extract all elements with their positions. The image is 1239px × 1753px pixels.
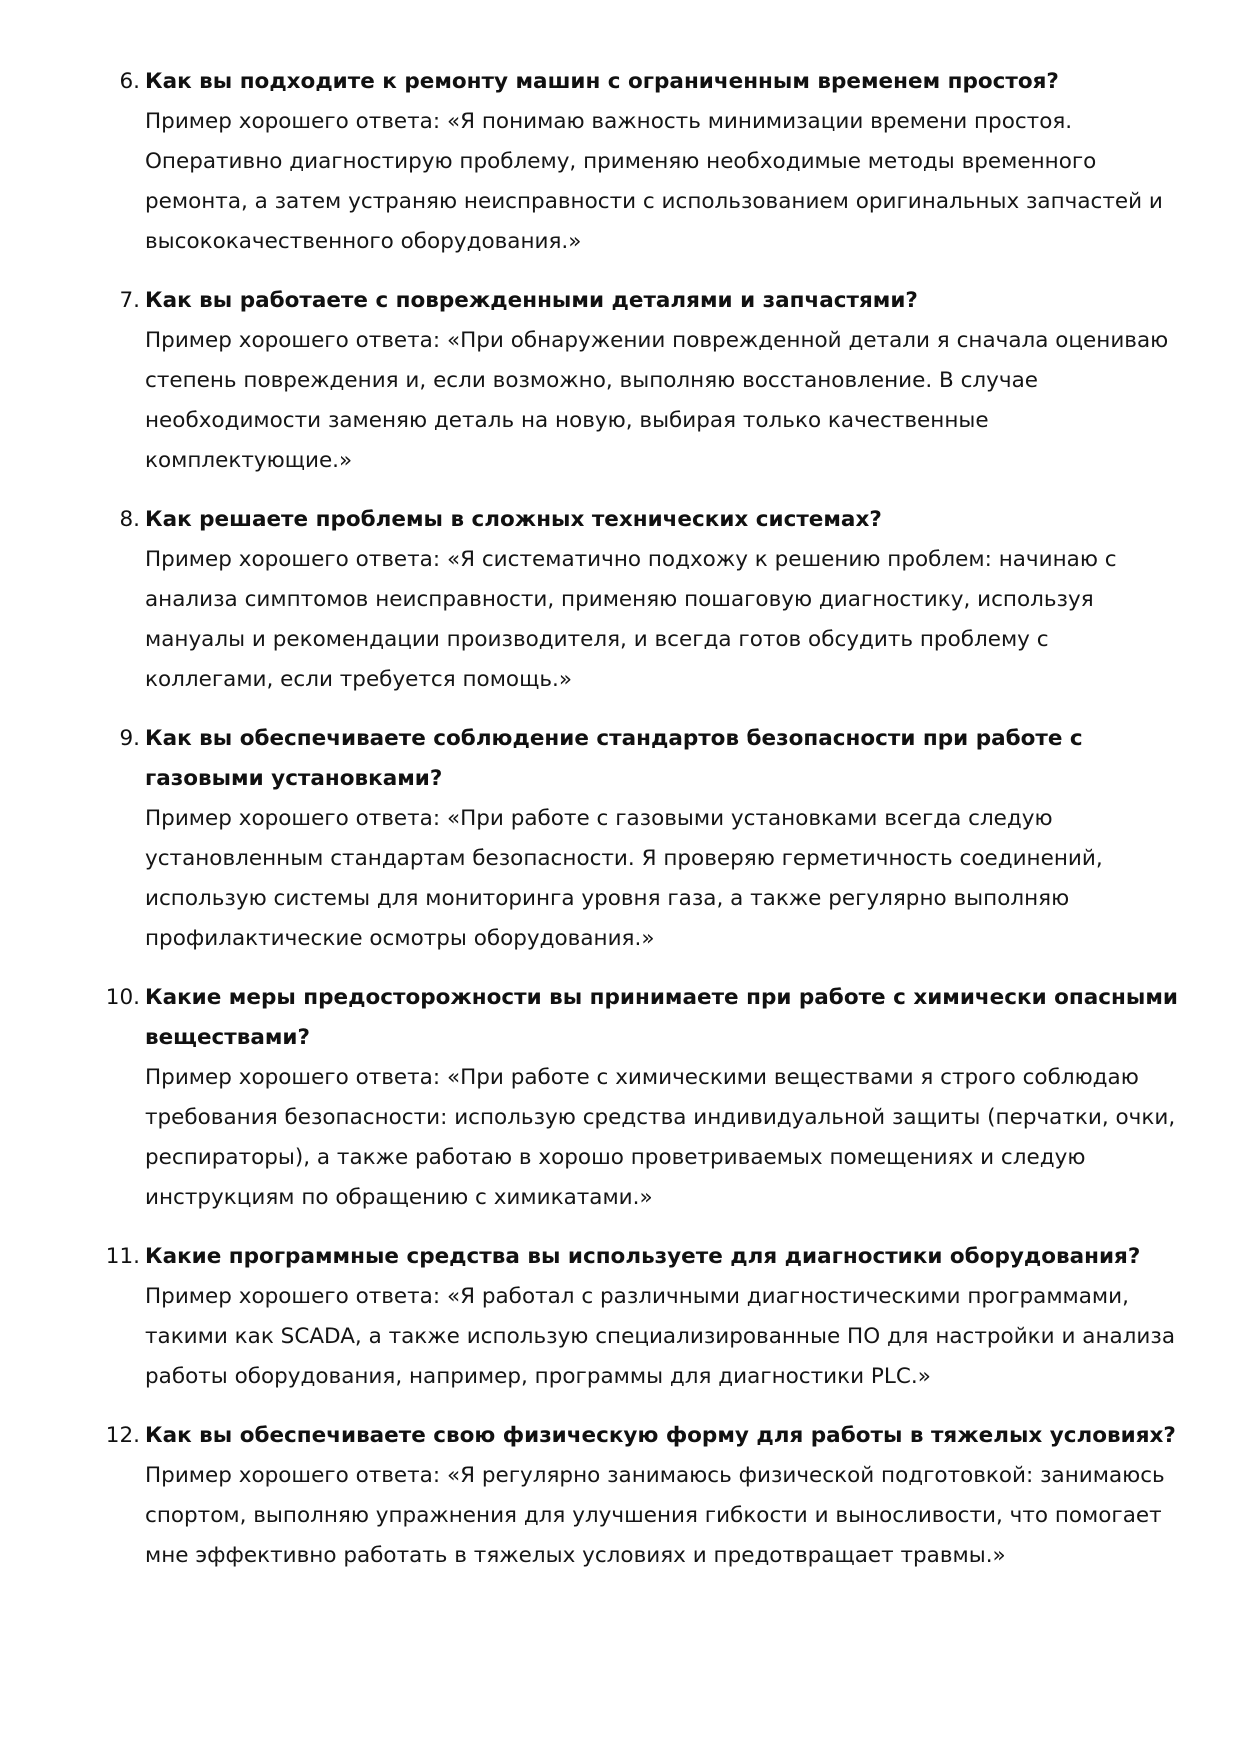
answer-text: «Я понимаю важность минимизации времени простоя. Оперативно диагностирую проблему, применяю необходимые методы временного ремонта, а затем устраняю неисправности с использованием оригинальных запчастей и высококачественного оборудования.» xyxy=(145,109,1163,254)
interview-question-list xyxy=(100,62,1180,1595)
item-number: 6. xyxy=(119,69,140,94)
answer-prefix: Пример хорошего ответа: xyxy=(145,806,447,831)
answer-paragraph xyxy=(145,102,1180,262)
item-number: 12. xyxy=(105,1423,140,1448)
question-text: Как вы работаете с поврежденными деталями и запчастями? xyxy=(145,288,918,313)
answer-prefix: Пример хорошего ответа: xyxy=(145,1284,447,1309)
list-item xyxy=(100,719,1180,959)
question-text: Какие программные средства вы используете для диагностики оборудования? xyxy=(145,1244,1141,1269)
item-number: 9. xyxy=(119,726,140,751)
answer-paragraph xyxy=(145,1456,1180,1576)
answer-paragraph xyxy=(145,1058,1180,1218)
item-number: 10. xyxy=(105,985,140,1010)
answer-paragraph xyxy=(145,540,1180,700)
list-item xyxy=(100,62,1180,262)
question-text: Как вы обеспечиваете свою физическую форму для работы в тяжелых условиях? xyxy=(145,1423,1176,1448)
list-item xyxy=(100,978,1180,1218)
list-item xyxy=(100,281,1180,481)
answer-prefix: Пример хорошего ответа: xyxy=(145,1463,447,1488)
answer-text: «Я регулярно занимаюсь физической подготовкой: занимаюсь спортом, выполняю упражнения для улучшения гибкости и выносливости, что помогает мне эффективно работать в тяжелых условиях и предотвращает травмы.» xyxy=(145,1463,1165,1568)
answer-prefix: Пример хорошего ответа: xyxy=(145,1065,447,1090)
answer-prefix: Пример хорошего ответа: xyxy=(145,547,447,572)
answer-text: «Я работал с различными диагностическими программами, такими как SCADA, а также использую специализированные ПО для настройки и анализа работы оборудования, например, программы для диагностики PLC.» xyxy=(145,1284,1176,1389)
answer-text: «Я систематично подхожу к решению проблем: начинаю с анализа симптомов неисправности, применяю пошаговую диагностику, используя мануалы и рекомендации производителя, и всегда готов обсудить проблему с коллегами, если требуется помощь.» xyxy=(145,547,1117,692)
question-text: Какие меры предосторожности вы принимаете при работе с химически опасными веществами? xyxy=(145,985,1178,1050)
question-text: Как решаете проблемы в сложных технических системах? xyxy=(145,507,882,532)
answer-paragraph xyxy=(145,1277,1180,1397)
answer-text: «При работе с химическими веществами я строго соблюдаю требования безопасности: использую средства индивидуальной защиты (перчатки, очки, респираторы), а также работаю в хорошо проветриваемых помещениях и следую инструкциям по обращению с химикатами.» xyxy=(145,1065,1176,1210)
answer-text: «При обнаружении поврежденной детали я сначала оцениваю степень повреждения и, если возможно, выполняю восстановление. В случае необходимости заменяю деталь на новую, выбирая только качественные комплектующие.» xyxy=(145,328,1169,473)
answer-text: «При работе с газовыми установками всегда следую установленным стандартам безопасности. Я проверяю герметичность соединений, использую системы для мониторинга уровня газа, а также регулярно выполняю профилактические осмотры оборудования.» xyxy=(145,806,1103,951)
item-number: 8. xyxy=(119,507,140,532)
answer-prefix: Пример хорошего ответа: xyxy=(145,328,447,353)
item-number: 7. xyxy=(119,288,140,313)
question-text: Как вы обеспечиваете соблюдение стандартов безопасности при работе с газовыми установками? xyxy=(145,726,1083,791)
list-item xyxy=(100,1237,1180,1397)
answer-prefix: Пример хорошего ответа: xyxy=(145,109,447,134)
question-text: Как вы подходите к ремонту машин с ограниченным временем простоя? xyxy=(145,69,1059,94)
answer-paragraph xyxy=(145,799,1180,959)
item-number: 11. xyxy=(105,1244,140,1269)
list-item xyxy=(100,1416,1180,1576)
list-item xyxy=(100,500,1180,700)
answer-paragraph xyxy=(145,321,1180,481)
